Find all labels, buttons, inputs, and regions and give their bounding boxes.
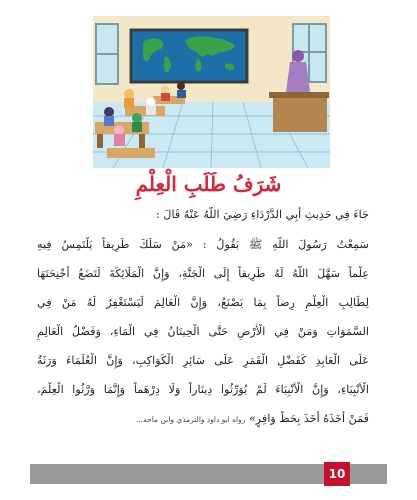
hadith-line: لِطَالِبِ الْعِلْمِ رِضاً بِمَا يَصْنَعُ، وَإِنَّ الْعَالِمَ لَيَسْتَغْفِرُ لَهُ مَنْ فِي bbox=[37, 296, 369, 309]
hadith-line: سَمِعْتُ رَسُولَ اللَّهِ ﷺ يَقُولُ : «مَنْ سَلَكَ طَرِيقاً يَلْتَمِسُ فِيهِ bbox=[37, 238, 369, 251]
lesson-title: شَرَفُ طَلَبِ الْعِلْمِ bbox=[135, 172, 282, 196]
page-number: 10 bbox=[324, 462, 350, 486]
classroom-illustration bbox=[93, 16, 330, 168]
hadith-last-line bbox=[37, 411, 369, 428]
hadith-reference: رواه ابو داود والترمذي وابن ماجه... bbox=[135, 415, 246, 424]
hadith-line: عَلَى الْعَابِدِ كَفَضْلِ الْقَمَرِ عَلَى سَائِرِ الْكَوَاكِبِ، وَإِنَّ الْعُلَمَاءَ وَرَثَةُ bbox=[37, 354, 369, 367]
hadith-line: الْأَنْبِيَاءِ، وَإِنَّ الْأَنْبِيَاءَ لَمْ يُوَرِّثُوا دِينَاراً وَلَا دِرْهَماً وَإِنَّمَا وَرَّثُوا الْعِلْمَ، bbox=[37, 383, 369, 396]
hadith-line: السَّمَوَاتِ وَمَنْ فِي الْأَرْضِ حَتَّى الْحِيتَانُ فِي الْمَاءِ، وَفَضْلُ الْعَالِمِ bbox=[37, 325, 369, 338]
hadith-closing-text: فَمَنْ أَخَذَهُ أَخَذَ بِحَظٍّ وَافِرٍ» bbox=[248, 412, 369, 425]
intro-line: جَاءَ فِي حَدِيثِ أَبِي الدَّرْدَاءِ رَضِيَ اللَّهُ عَنْهُ قَالَ : bbox=[156, 208, 369, 221]
hadith-line: عِلْماً سَهَّلَ اللَّهُ لَهُ طَرِيقاً إِلَى الْجَنَّةِ، وَإِنَّ الْمَلَائِكَةَ لَتَضَعُ أَجْنِحَتَهَا bbox=[37, 267, 369, 280]
